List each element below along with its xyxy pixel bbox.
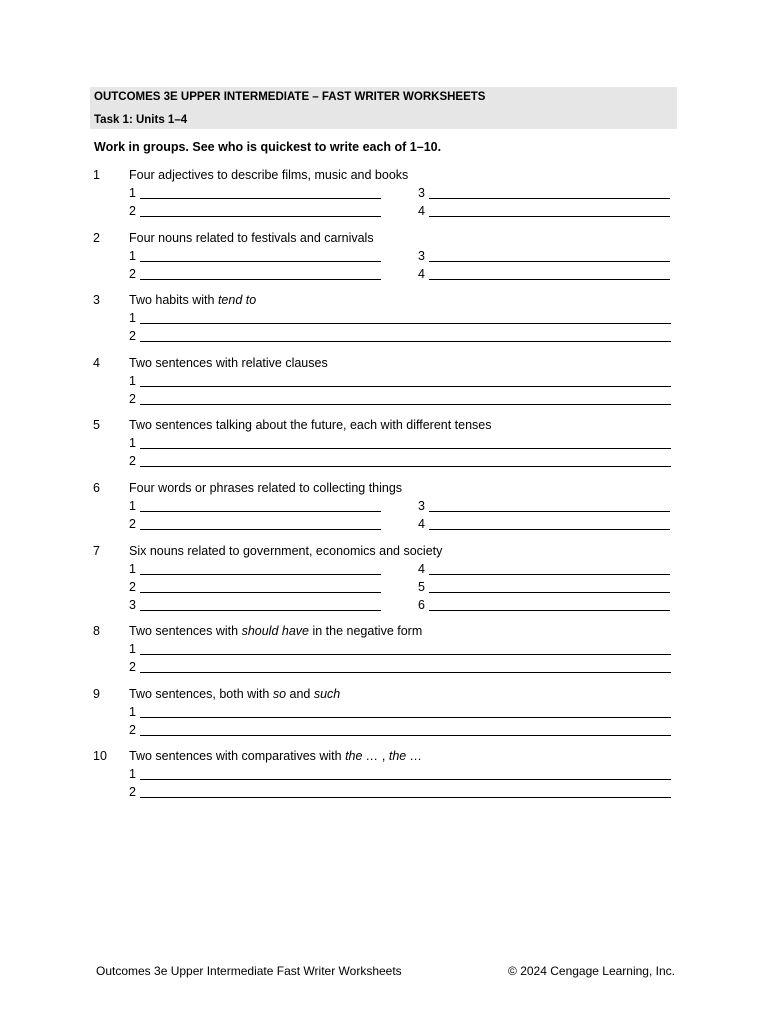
question-prompt bbox=[129, 543, 442, 559]
prompt-text: Four adjectives to describe films, music and books bbox=[129, 168, 409, 182]
answer-blank-line[interactable] bbox=[140, 654, 671, 655]
answer-blank-line[interactable] bbox=[429, 216, 670, 217]
answer-number: 4 bbox=[418, 204, 425, 218]
answer-row bbox=[129, 453, 671, 469]
answer-blank-line[interactable] bbox=[140, 386, 671, 387]
answer-number: 3 bbox=[418, 249, 425, 263]
answer-row bbox=[129, 641, 671, 657]
question-number: 9 bbox=[93, 687, 100, 701]
prompt-italic-text: should have bbox=[241, 624, 309, 638]
answer-number: 1 bbox=[129, 767, 136, 781]
answer-number: 4 bbox=[418, 517, 425, 531]
question-number: 3 bbox=[93, 293, 100, 307]
answer-number: 6 bbox=[418, 598, 425, 612]
prompt-text: Two sentences, both with bbox=[129, 687, 273, 701]
answer-row bbox=[129, 597, 381, 613]
answer-row bbox=[418, 266, 670, 282]
answer-blank-line[interactable] bbox=[429, 261, 670, 262]
prompt-italic-text: tend to bbox=[217, 293, 257, 307]
prompt-italic-text: such bbox=[313, 687, 341, 701]
answer-blank-line[interactable] bbox=[140, 735, 671, 736]
question-prompt bbox=[129, 355, 328, 371]
answer-blank-line[interactable] bbox=[429, 511, 670, 512]
instruction-text: Work in groups. See who is quickest to write each of 1–10. bbox=[94, 140, 442, 154]
answer-blank-line[interactable] bbox=[140, 672, 671, 673]
prompt-italic-text: the … bbox=[388, 749, 423, 763]
answer-number: 2 bbox=[129, 517, 136, 531]
answer-row bbox=[418, 248, 670, 264]
answer-number: 5 bbox=[418, 580, 425, 594]
prompt-text: Six nouns related to government, economics and society bbox=[129, 544, 443, 558]
answer-blank-line[interactable] bbox=[140, 261, 381, 262]
answer-row bbox=[129, 248, 381, 264]
answer-row bbox=[129, 579, 381, 595]
answer-number: 1 bbox=[129, 705, 136, 719]
answer-row bbox=[129, 722, 671, 738]
answer-blank-line[interactable] bbox=[140, 529, 381, 530]
answer-number: 2 bbox=[129, 392, 136, 406]
footer-copyright: © 2024 Cengage Learning, Inc. bbox=[508, 964, 675, 978]
answer-number: 1 bbox=[129, 499, 136, 513]
answer-row bbox=[129, 784, 671, 800]
answer-blank-line[interactable] bbox=[429, 198, 670, 199]
answer-row bbox=[129, 766, 671, 782]
answer-number: 3 bbox=[418, 186, 425, 200]
answer-blank-line[interactable] bbox=[140, 610, 381, 611]
question-number: 5 bbox=[93, 418, 100, 432]
answer-number: 2 bbox=[129, 204, 136, 218]
prompt-text: , bbox=[381, 749, 389, 763]
answer-row bbox=[129, 373, 671, 389]
prompt-text: Two sentences with comparatives with bbox=[129, 749, 346, 763]
answer-blank-line[interactable] bbox=[140, 448, 671, 449]
answer-row bbox=[418, 597, 670, 613]
answer-number: 2 bbox=[129, 660, 136, 674]
answer-blank-line[interactable] bbox=[140, 717, 671, 718]
answer-row bbox=[129, 498, 381, 514]
question-prompt bbox=[129, 292, 256, 308]
answer-blank-line[interactable] bbox=[140, 574, 381, 575]
answer-blank-line[interactable] bbox=[140, 779, 671, 780]
prompt-text: Two sentences talking about the future, each with different tenses bbox=[129, 418, 492, 432]
answer-row bbox=[129, 435, 671, 451]
question-prompt bbox=[129, 230, 374, 246]
answer-row bbox=[129, 659, 671, 675]
answer-blank-line[interactable] bbox=[429, 529, 670, 530]
answer-row bbox=[418, 561, 670, 577]
answer-number: 2 bbox=[129, 723, 136, 737]
question-prompt bbox=[129, 480, 402, 496]
prompt-text: Two sentences with bbox=[129, 624, 242, 638]
answer-blank-line[interactable] bbox=[140, 592, 381, 593]
answer-number: 1 bbox=[129, 642, 136, 656]
answer-row bbox=[129, 203, 381, 219]
prompt-italic-text: the … bbox=[345, 749, 382, 763]
answer-number: 1 bbox=[129, 374, 136, 388]
answer-number: 1 bbox=[129, 311, 136, 325]
worksheet-title: OUTCOMES 3E UPPER INTERMEDIATE – FAST WRITER WORKSHEETS bbox=[94, 91, 486, 103]
question-prompt bbox=[129, 167, 408, 183]
answer-number: 1 bbox=[129, 562, 136, 576]
answer-blank-line[interactable] bbox=[140, 511, 381, 512]
answer-number: 1 bbox=[129, 436, 136, 450]
question-number: 2 bbox=[93, 231, 100, 245]
answer-number: 4 bbox=[418, 267, 425, 281]
answer-row bbox=[418, 203, 670, 219]
answer-blank-line[interactable] bbox=[429, 574, 670, 575]
answer-row bbox=[418, 579, 670, 595]
answer-row bbox=[418, 185, 670, 201]
answer-row bbox=[418, 498, 670, 514]
prompt-text: Two sentences with relative clauses bbox=[129, 356, 328, 370]
prompt-text: Two habits with bbox=[129, 293, 218, 307]
answer-row bbox=[129, 516, 381, 532]
answer-blank-line[interactable] bbox=[429, 592, 670, 593]
answer-row bbox=[129, 561, 381, 577]
answer-number: 2 bbox=[129, 454, 136, 468]
question-prompt bbox=[129, 623, 422, 639]
question-number: 10 bbox=[93, 749, 107, 763]
task-heading: Task 1: Units 1–4 bbox=[94, 114, 188, 126]
answer-row bbox=[129, 328, 671, 344]
answer-blank-line[interactable] bbox=[429, 610, 670, 611]
answer-blank-line[interactable] bbox=[140, 797, 671, 798]
answer-blank-line[interactable] bbox=[140, 466, 671, 467]
prompt-italic-text: so bbox=[272, 687, 287, 701]
footer-title: Outcomes 3e Upper Intermediate Fast Writer Worksheets bbox=[96, 964, 402, 978]
answer-number: 1 bbox=[129, 186, 136, 200]
answer-number: 3 bbox=[418, 499, 425, 513]
answer-row bbox=[418, 516, 670, 532]
answer-number: 2 bbox=[129, 785, 136, 799]
question-number: 1 bbox=[93, 168, 100, 182]
prompt-text: and bbox=[286, 687, 314, 701]
answer-blank-line[interactable] bbox=[140, 216, 381, 217]
question-number: 8 bbox=[93, 624, 100, 638]
answer-blank-line[interactable] bbox=[140, 279, 381, 280]
question-prompt bbox=[129, 748, 422, 764]
answer-number: 1 bbox=[129, 249, 136, 263]
question-number: 6 bbox=[93, 481, 100, 495]
question-prompt bbox=[129, 417, 492, 433]
prompt-text: Four words or phrases related to collecting things bbox=[129, 481, 403, 495]
answer-blank-line[interactable] bbox=[140, 341, 671, 342]
answer-row bbox=[129, 704, 671, 720]
question-prompt bbox=[129, 686, 340, 702]
answer-number: 2 bbox=[129, 329, 136, 343]
question-number: 7 bbox=[93, 544, 100, 558]
answer-number: 4 bbox=[418, 562, 425, 576]
answer-row bbox=[129, 391, 671, 407]
prompt-text: Four nouns related to festivals and carnivals bbox=[129, 231, 374, 245]
answer-blank-line[interactable] bbox=[140, 198, 381, 199]
answer-row bbox=[129, 185, 381, 201]
answer-row bbox=[129, 266, 381, 282]
answer-number: 2 bbox=[129, 267, 136, 281]
answer-number: 3 bbox=[129, 598, 136, 612]
prompt-text: in the negative form bbox=[308, 624, 423, 638]
answer-number: 2 bbox=[129, 580, 136, 594]
answer-blank-line[interactable] bbox=[140, 323, 671, 324]
answer-blank-line[interactable] bbox=[140, 404, 671, 405]
question-number: 4 bbox=[93, 356, 100, 370]
answer-row bbox=[129, 310, 671, 326]
answer-blank-line[interactable] bbox=[429, 279, 670, 280]
